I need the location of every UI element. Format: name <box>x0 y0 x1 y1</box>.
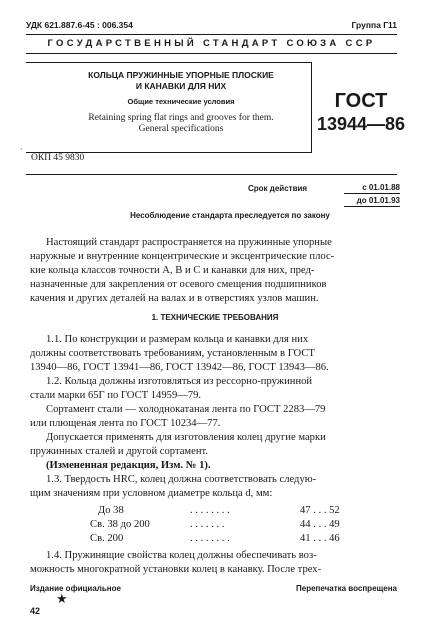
amendment-note: (Измененная редакция, Изм. № 1). <box>46 460 211 471</box>
body-line: должны соответствовать требованиям, установленным в ГОСТ <box>30 348 315 359</box>
hardness-range: Св. 38 до 200 <box>90 519 150 530</box>
body-line: щим значениям при условном диаметре кольца d, мм: <box>30 488 273 499</box>
body-line: пружинных сталей и другой сортамент. <box>30 446 208 457</box>
udk-code: УДК 621.887.6-45 : 006.354 <box>26 20 133 30</box>
hardness-dots: . . . . . . . . <box>190 505 230 516</box>
title-line-2: И КАНАВКИ ДЛЯ НИХ <box>135 81 227 91</box>
page-number: 42 <box>30 606 41 616</box>
body-line: 1.2. Кольца должны изготовляться из рессорно-пружинной <box>46 376 313 387</box>
title-line-1: КОЛЬЦА ПРУЖИННЫЕ УПОРНЫЕ ПЛОСКИЕ <box>88 70 274 80</box>
standard-banner: ГОСУДАРСТВЕННЫЙ СТАНДАРТ СОЮЗА ССР <box>47 38 376 49</box>
intro-paragraph <box>30 236 400 306</box>
hardness-range: До 38 <box>98 505 124 516</box>
body-line: можность многократной установки колец в канавку. После трех- <box>30 564 322 575</box>
header-rule-top <box>26 34 397 35</box>
hardness-value: 41 . . . 46 <box>300 533 340 544</box>
subtitle-ru: Общие технические условия <box>127 97 235 106</box>
hardness-dots: . . . . . . . . <box>190 533 230 544</box>
body-line: или плющеная лента по ГОСТ 10234—77. <box>30 418 221 429</box>
body-line: 13940—86, ГОСТ 13941—86, ГОСТ 13942—86, ГОСТ 13943—86. <box>30 362 329 373</box>
body-line: 1.3. Твердость HRC, колец должна соответствовать следую- <box>46 474 317 485</box>
title-frame <box>26 62 312 153</box>
section1-text <box>30 333 400 501</box>
law-notice: Несоблюдение стандарта преследуется по закону <box>130 211 330 220</box>
official-edition: Издание официальное <box>30 584 121 593</box>
header-rule-bottom <box>26 53 397 54</box>
hardness-value: 44 . . . 49 <box>300 519 340 530</box>
gost-label: ГОСТ <box>334 90 388 112</box>
okp-code: ОКП 45 9830 <box>31 153 85 163</box>
validity-label: Срок действия <box>248 184 308 193</box>
section-heading: 1. ТЕХНИЧЕСКИЕ ТРЕБОВАНИЯ <box>151 313 279 322</box>
intro-line: кие кольца классов точности А, В и С и канавки для них, пред- <box>30 265 315 276</box>
no-reprint-notice: Перепечатка воспрещена <box>296 584 397 593</box>
star-mark: ★ <box>56 591 68 606</box>
intro-line: назначенные для закрепления от осевого смещения подшипников <box>30 279 327 290</box>
title-en-line-1: Retaining spring flat rings and grooves for them. <box>88 113 274 123</box>
hardness-range: Св. 200 <box>90 533 124 544</box>
body-line: 1.1. По конструкции и размерам кольца и канавки для них <box>46 334 309 345</box>
title-rule-bottom <box>26 174 397 175</box>
hardness-dots: . . . . . . . <box>190 519 225 530</box>
body-line: Сортамент стали — холоднокатаная лента по ГОСТ 2283—79 <box>46 404 326 415</box>
group-code: Группа Г11 <box>351 20 397 30</box>
validity-to: до 01.01.93 <box>344 196 400 207</box>
intro-line: качения и других деталей на валах и в отверстиях узлов машин. <box>30 293 319 304</box>
section1-continued <box>30 549 400 577</box>
intro-line: наружные и внутренние концентрические и эксцентрические плос- <box>30 251 335 262</box>
validity-from: с 01.01.88 <box>344 183 400 194</box>
body-line: Допускается применять для изготовления колец другие марки <box>46 432 326 443</box>
body-line: стали марки 65Г по ГОСТ 14959—79. <box>30 390 202 401</box>
title-en-line-2: General specifications <box>138 124 224 134</box>
hardness-value: 47 . . . 52 <box>300 505 340 516</box>
margin-mark: ` <box>20 147 23 156</box>
gost-number: 13944—86 <box>316 114 406 134</box>
body-line: 1.4. Пружинящие свойства колец должны обеспечивать воз- <box>46 550 317 561</box>
intro-line: Настоящий стандарт распространяется на пружинные упорные <box>46 237 332 248</box>
